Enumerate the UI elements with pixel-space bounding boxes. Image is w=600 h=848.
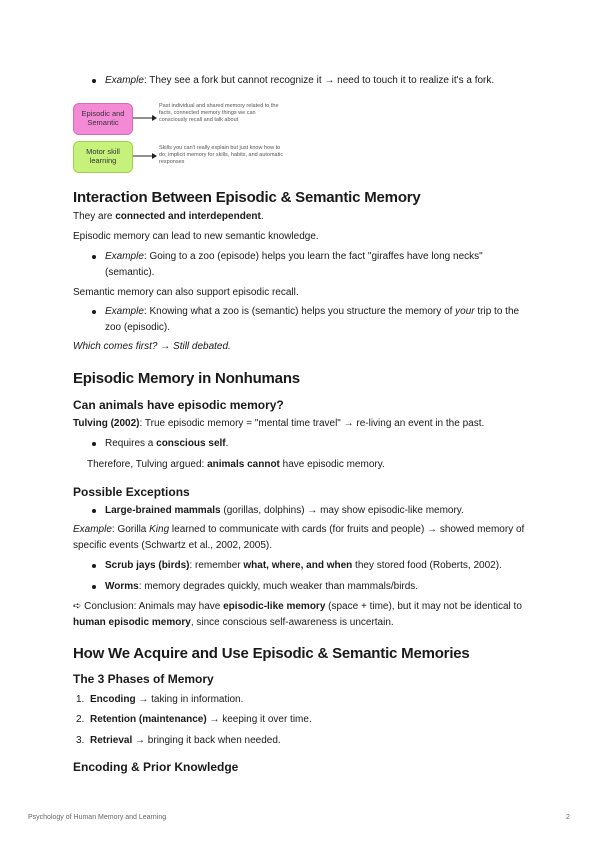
bold-text: connected and interdependent [115,211,261,222]
diagram-note: Skills you can't really explain but just know how to do; implicit memory for skills, habits, and automatic responses [159,145,284,166]
paragraph [87,457,547,473]
list-item [91,249,510,280]
text: . [225,438,229,449]
text: (space + time), but it may not be identical to [325,601,522,612]
section-heading: Interaction Between Episodic & Semantic Memory [73,189,421,206]
section-heading: How We Acquire and Use Episodic & Semantic Memories [73,645,470,662]
text: : Knowing what a zoo is (semantic) helps you structure the memory of [143,306,456,317]
text: : Gorilla [111,524,150,535]
paragraph [73,209,533,225]
text: → keeping it over time. [206,714,312,725]
motor-skill-box: Motor skill learning [73,141,133,173]
text: Requires a [105,438,157,449]
emphasis: Which comes first? → Still debated. [73,341,231,352]
list-item [91,436,545,452]
list-item [91,73,545,89]
example-label: Example [105,75,144,86]
text: They are [73,211,116,222]
section-heading: Episodic Memory in Nonhumans [73,370,300,387]
list-item-text: : Going to a zoo (episode) helps you learn the fact "giraffes have long necks" (semantic). [105,251,483,278]
text: Therefore, Tulving argued: [87,459,208,470]
paragraph [73,522,533,553]
paragraph [73,599,533,630]
list-number: 2. [76,714,85,725]
example-label: Example [105,251,144,262]
subsection-heading: Possible Exceptions [73,485,190,499]
memory-diagram [73,101,303,176]
text: trip to the zoo (episodic). [105,306,520,333]
episodic-semantic-box: Episodic and Semantic [73,103,133,135]
subsection-heading: Can animals have episodic memory? [73,398,284,412]
bold-text: Worms [105,581,139,592]
bold-text: Scrub jays (birds) [105,560,190,571]
subsection-heading: The 3 Phases of Memory [73,672,214,686]
bold-text: Tulving (2002) [73,418,140,429]
bold-text: conscious self [156,438,226,449]
arrow-icon: ➪ [73,601,82,612]
footer-title: Psychology of Human Memory and Learning [28,814,167,821]
list-item [91,558,545,574]
list-item [76,712,530,728]
paragraph: Semantic memory can also support episodic recall. [73,287,299,298]
example-label: Example [105,306,144,317]
list-item [76,733,530,749]
bold-text: Encoding [90,694,136,705]
list-item-text: : They see a fork but cannot recognize it → need to touch it to realize it's a fork. [143,75,495,86]
emphasis: King [149,524,170,535]
text: learned to communicate with cards (for fruits and people) → showed memory of specific events (Schwartz et al., 2002, 2005). [73,524,525,551]
bold-text: what, where, and when [243,560,353,571]
bold-text: Retention (maintenance) [90,714,207,725]
text: . [260,211,264,222]
list-item [76,692,530,708]
list-item [91,579,545,595]
list-item [91,503,545,519]
text: they stored food (Roberts, 2002). [352,560,502,571]
emphasis: your [455,306,475,317]
diagram-note: Past individual and shared memory related to the facts, connected memory things we can consciously recall and talk about [159,103,279,124]
bold-text: episodic-like memory [223,601,326,612]
bold-text: animals cannot [207,459,280,470]
bold-text: Large-brained mammals [105,505,221,516]
text: , since conscious self-awareness is uncertain. [190,616,394,628]
arrow-icon [133,114,157,122]
bold-text: Retrieval [90,735,133,746]
text: : memory degrades quickly, much weaker than mammals/birds. [138,581,419,592]
text: → bringing it back when needed. [132,735,281,746]
text: : remember [189,560,244,571]
paragraph [73,416,533,432]
text: Conclusion: Animals may have [81,601,224,612]
list-number: 1. [76,694,85,705]
arrow-icon [133,152,157,160]
paragraph: Episodic memory can lead to new semantic knowledge. [73,231,319,242]
paragraph [73,339,533,355]
bold-text: human episodic memory [73,616,191,628]
list-number: 3. [76,735,85,746]
subsection-heading: Encoding & Prior Knowledge [73,760,239,774]
page-number: 2 [566,814,570,821]
text: have episodic memory. [279,459,385,470]
text: → taking in information. [135,694,244,705]
text: : True episodic memory = "mental time travel" → re-living an event in the past. [139,418,485,429]
text: (gorillas, dolphins) → may show episodic-like memory. [220,505,464,516]
list-item [91,304,525,335]
example-label: Example [73,524,112,535]
